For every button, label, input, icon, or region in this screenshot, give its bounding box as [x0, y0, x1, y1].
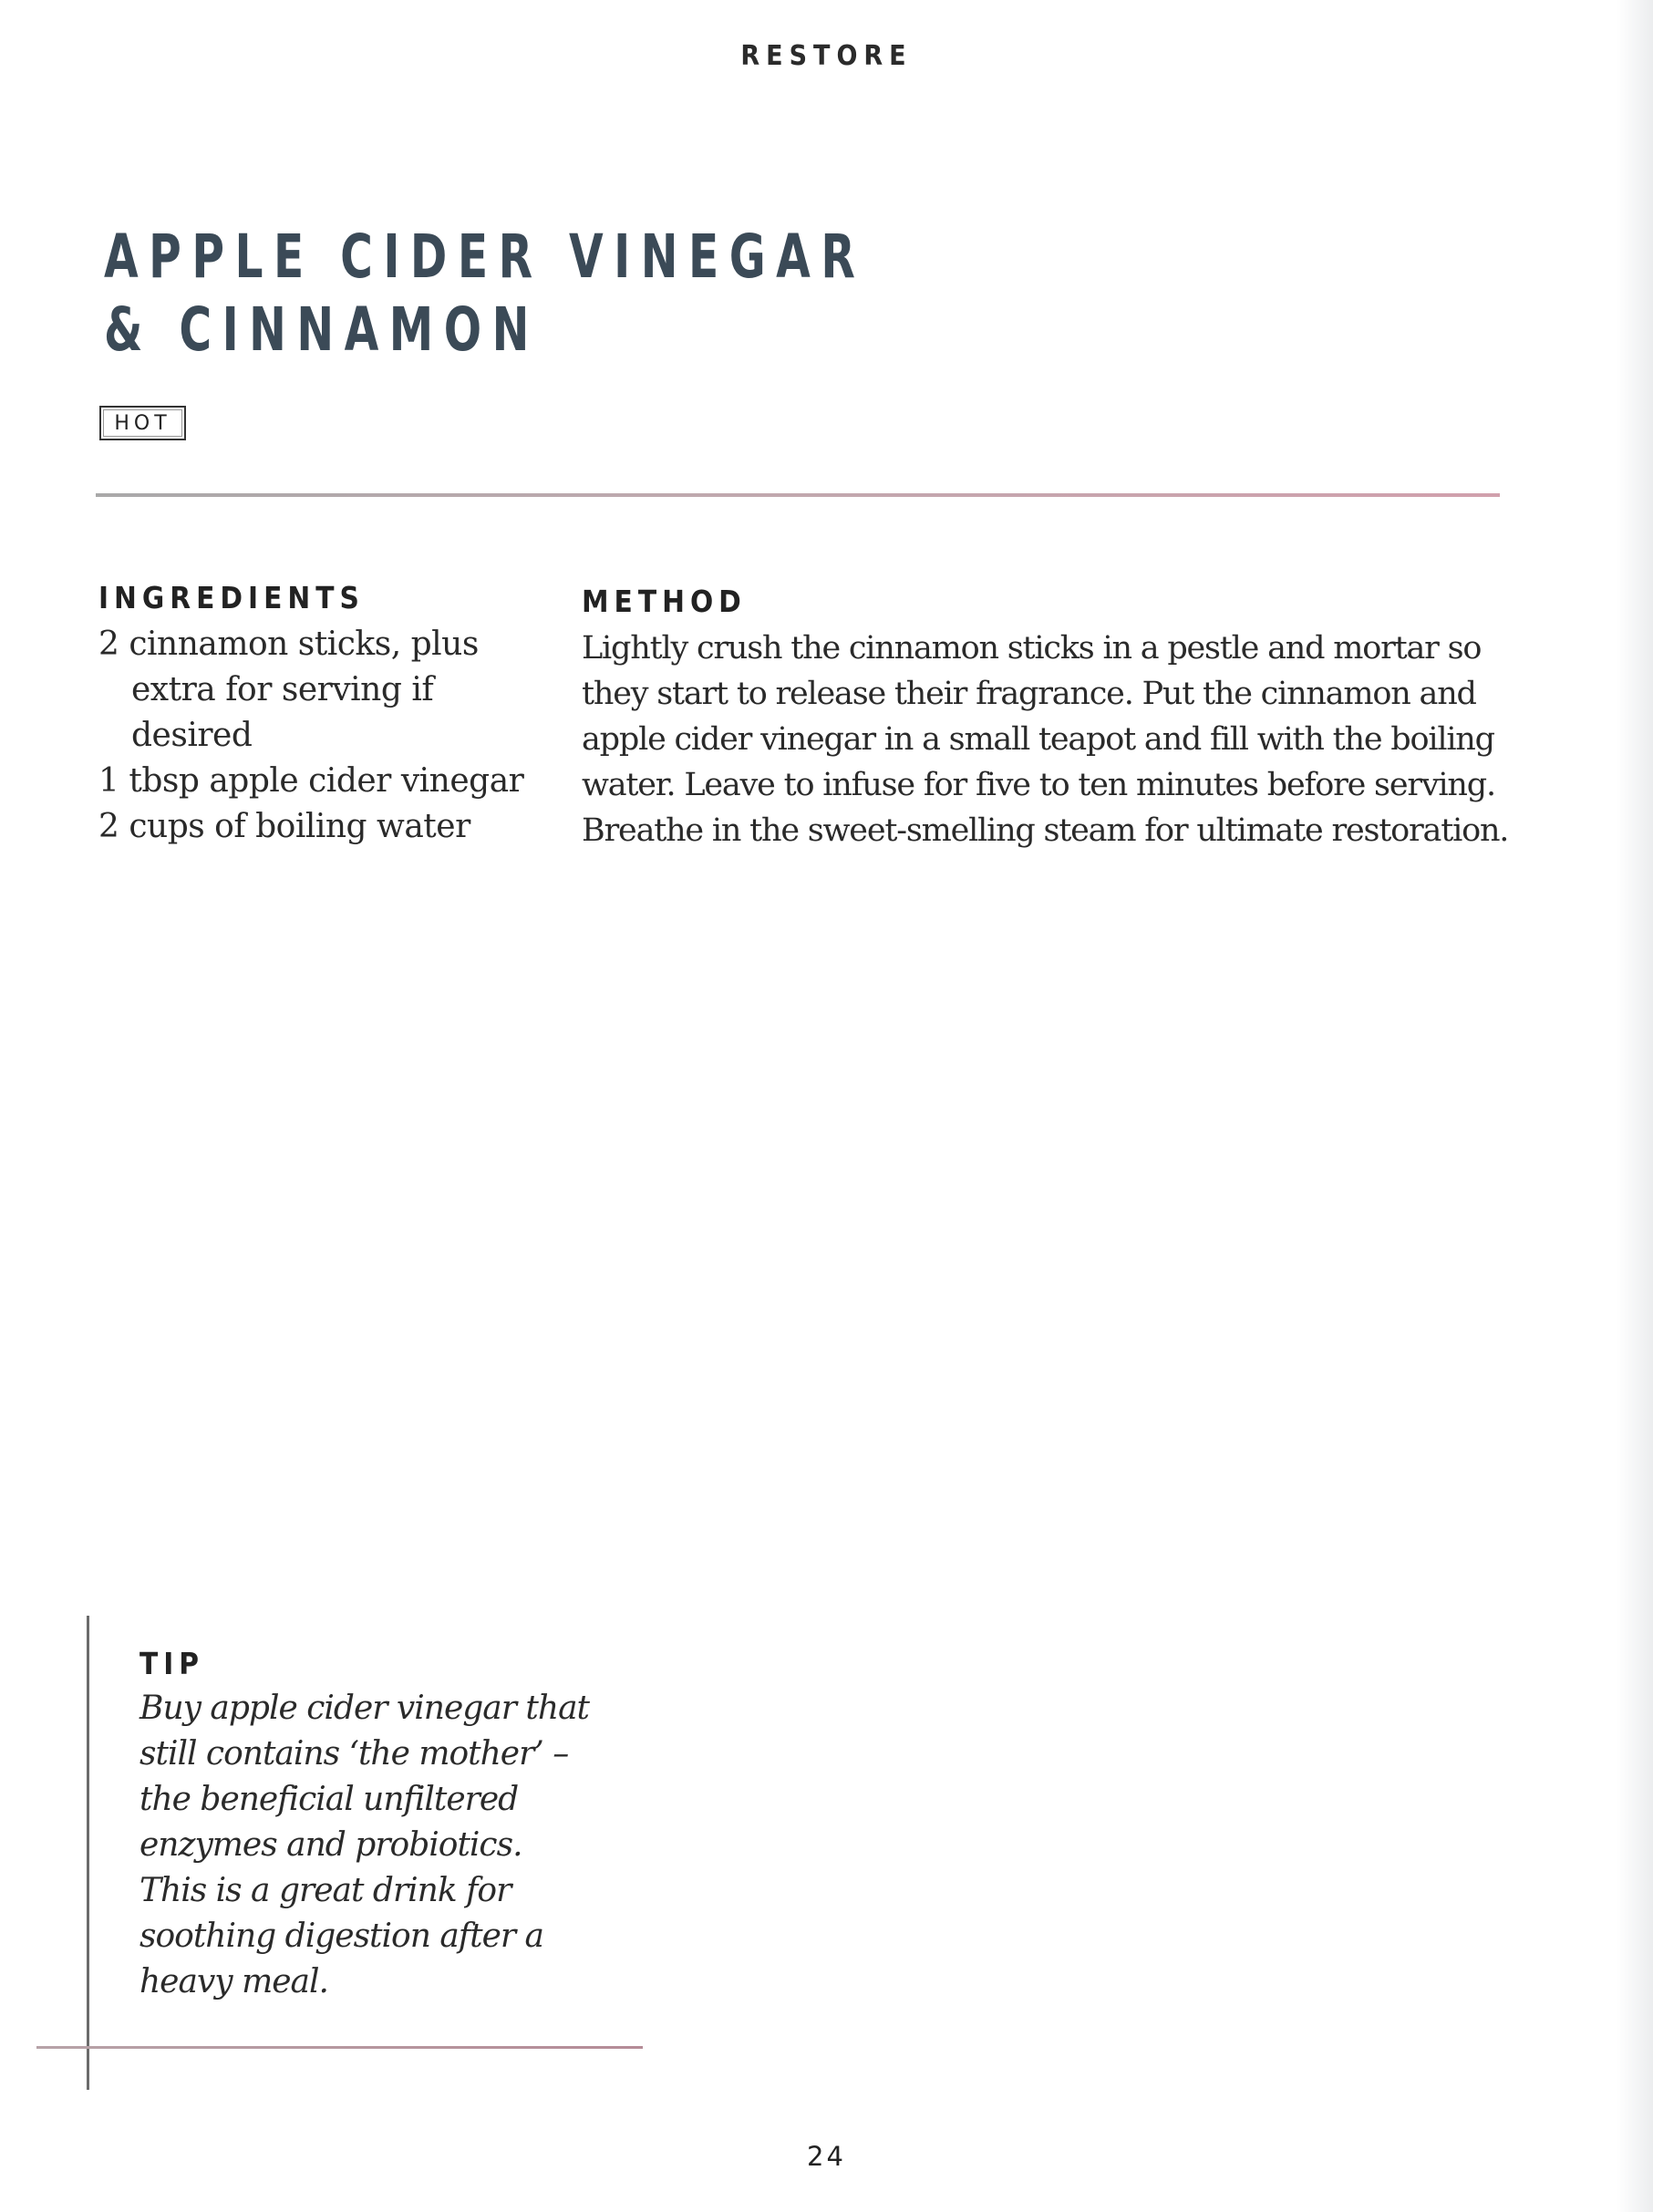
section-divider	[96, 493, 1500, 497]
recipe-title-line-2: & CINNAMON	[104, 295, 540, 365]
page-number: 24	[807, 2141, 846, 2172]
recipe-title	[104, 221, 865, 367]
tip-box	[139, 1646, 595, 2005]
tip-heading: TIP	[139, 1646, 205, 1681]
ingredient-item: 2 cinnamon sticks, plus extra for serving if desired	[98, 625, 479, 754]
page-edge-shadow	[1617, 0, 1653, 2212]
running-head: RESTORE	[740, 40, 913, 72]
tip-box-horizontal-rule	[36, 2046, 643, 2049]
method-text: Lightly crush the cinnamon sticks in a pestle and mortar so they start to release their fragrance. Put the cinnamon and apple cider vinegar in a small teapot and fill with the boiling water. Leave to infuse for five to ten minutes before serving. Breathe in the sweet-smelling steam for ultimate restoration.	[582, 630, 1509, 849]
ingredients-list	[98, 622, 554, 850]
ingredients-section	[98, 580, 554, 850]
tip-box-vertical-rule	[87, 1616, 89, 2090]
ingredient-item: 2 cups of boiling water	[98, 808, 470, 845]
method-section	[582, 584, 1512, 853]
recipe-title-line-1: APPLE CIDER VINEGAR	[104, 222, 866, 292]
serving-temperature-badge: HOT	[99, 406, 186, 440]
ingredients-heading: INGREDIENTS	[98, 580, 365, 615]
method-heading: METHOD	[582, 584, 747, 619]
tip-text: Buy apple cider vinegar that still contains ‘the mother’ – the beneficial unfiltered enzymes and probiotics. This is a great drink for soothing digestion after a heavy meal.	[139, 1690, 589, 2000]
ingredient-item: 1 tbsp apple cider vinegar	[98, 762, 524, 800]
